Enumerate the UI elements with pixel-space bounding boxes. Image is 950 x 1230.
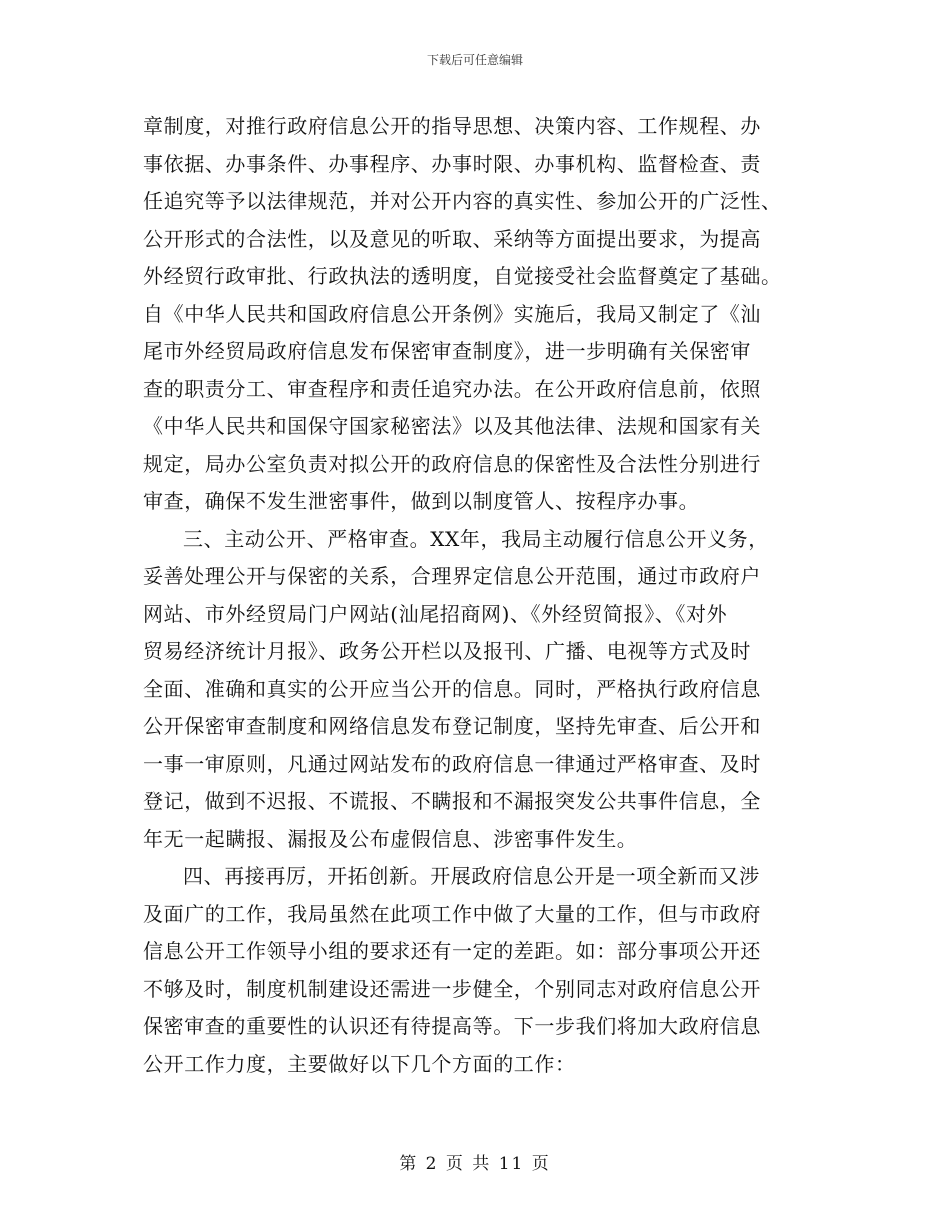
text-line: 网站、市外经贸局门户网站(汕尾招商网)、《外经贸简报》、《对外 — [143, 601, 728, 626]
text-line: 查的职责分工、审查程序和责任追究办法。在公开政府信息前，依照 — [143, 376, 761, 401]
text-line: 年无一起瞒报、漏报及公布虚假信息、涉密事件发生。 — [143, 826, 638, 851]
text-line: 章制度，对推行政府信息公开的指导思想、决策内容、工作规程、办 — [143, 114, 761, 138]
text-line: 登记，做到不迟报、不谎报、不瞒报和不漏报突发公共事件信息，全 — [143, 789, 761, 813]
text-line: 审查，确保不发生泄密事件，做到以制度管人、按程序办事。 — [143, 489, 700, 513]
page-header: 下载后可任意编辑 — [426, 53, 523, 67]
text-line: 全面、准确和真实的公开应当公开的信息。同时，严格执行政府信息 — [143, 676, 761, 701]
text-line: 自《中华人民共和国政府信息公开条例》实施后，我局又制定了《汕 — [143, 301, 761, 326]
text-line: 保密审查的重要性的认识还有待提高等。下一步我们将加大政府信息 — [143, 1014, 761, 1038]
paragraph-heading-line: 三、主动公开、严格审查。XX年，我局主动履行信息公开义务， — [183, 526, 769, 551]
text-line: 信息公开工作领导小组的要求还有一定的差距。如：部分事项公开还 — [143, 939, 761, 963]
text-line: 及面广的工作，我局虽然在此项工作中做了大量的工作，但与市政府 — [143, 901, 761, 926]
text-line: 公开工作力度，主要做好以下几个方面的工作： — [143, 1051, 576, 1076]
text-line: 公开形式的合法性，以及意见的听取、采纳等方面提出要求，为提高 — [143, 226, 761, 251]
text-line: 一事一审原则，凡通过网站发布的政府信息一律通过严格审查、及时 — [143, 751, 761, 776]
text-line: 尾市外经贸局政府信息发布保密审查制度》，进一步明确有关保密审 — [143, 339, 751, 363]
text-line: 任追究等予以法律规范，并对公开内容的真实性、参加公开的广泛性、 — [143, 189, 782, 213]
text-line: 贸易经济统计月报》、政务公开栏以及报刊、广播、电视等方式及时 — [143, 639, 751, 663]
page-footer: 第 2 页 共 11 页 — [399, 1154, 551, 1174]
body-text — [143, 108, 813, 1083]
text-line: 公开保密审查制度和网络信息发布登记制度，坚持先审查、后公开和 — [143, 714, 761, 738]
text-line: 规定，局办公室负责对拟公开的政府信息的保密性及合法性分别进行 — [143, 451, 761, 476]
text-line: 《中华人民共和国保守国家秘密法》以及其他法律、法规和国家有关 — [143, 414, 761, 438]
paragraph-heading-line: 四、再接再厉，开拓创新。开展政府信息公开是一项全新而又涉 — [183, 864, 760, 888]
text-line: 不够及时，制度机制建设还需进一步健全，个别同志对政府信息公开 — [143, 976, 761, 1001]
text-line: 外经贸行政审批、行政执法的透明度，自觉接受社会监督奠定了基础。 — [143, 264, 782, 288]
text-line: 妥善处理公开与保密的关系，合理界定信息公开范围，通过市政府户 — [143, 564, 761, 588]
text-line: 事依据、办事条件、办事程序、办事时限、办事机构、监督检查、责 — [143, 151, 761, 176]
